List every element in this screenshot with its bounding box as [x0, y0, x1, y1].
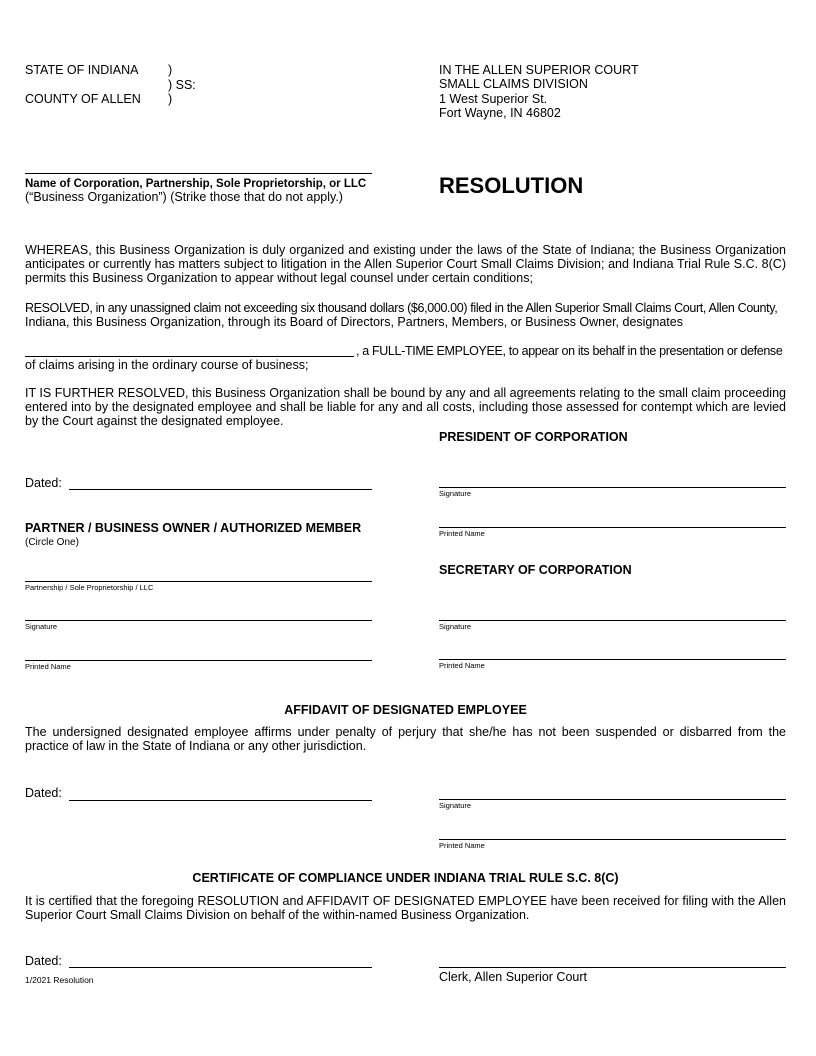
partnership-line[interactable]: [25, 581, 372, 582]
partner-heading: PARTNER / BUSINESS OWNER / AUTHORIZED MEMBER: [25, 521, 362, 535]
secretary-heading: SECRETARY OF CORPORATION: [439, 563, 632, 577]
printed-name-caption: Printed Name: [439, 529, 485, 538]
printed-name-caption: Printed Name: [25, 662, 71, 671]
signature-caption: Signature: [439, 622, 472, 631]
whereas-paragraph: WHEREAS, this Business Organization is duly organized and existing under the laws of the State of Indiana; the Business Organization anticipates or currently has matters subject to litigation in the Allen Superior Court Small Claims Division; and Indiana Trial Rule S.C. 8(C) permits this Business Organization to appear without legal counsel under certain conditions;: [25, 243, 786, 285]
court-division: SMALL CLAIMS DIVISION: [439, 77, 588, 91]
president-heading: PRESIDENT OF CORPORATION: [439, 430, 628, 444]
designee-line[interactable]: [25, 356, 354, 357]
affidavit-text: The undersigned designated employee affirms under penalty of perjury that she/he has not been suspended or disbarred from the practice of law in the State of Indiana or any other jurisdiction.: [25, 725, 786, 753]
page-title: RESOLUTION: [439, 173, 584, 198]
org-name-label: Name of Corporation, Partnership, Sole Proprietorship, or LLC: [25, 178, 367, 190]
circle-one-note: (Circle One): [25, 537, 79, 548]
footer-form-id: 1/2021 Resolution: [25, 975, 94, 985]
clerk-label: Clerk, Allen Superior Court: [439, 970, 587, 984]
certificate-text: It is certified that the foregoing RESOLUTION and AFFIDAVIT OF DESIGNATED EMPLOYEE have been received for filing with the Allen Superior Court Small Claims Division on behalf of the within-named Business Organization.: [25, 894, 786, 922]
signature-caption: Signature: [439, 801, 472, 810]
affidavit-dated-line[interactable]: [69, 800, 372, 801]
further-paragraph: IT IS FURTHER RESOLVED, this Business Organization shall be bound by any and all agreements relating to the small claim proceeding entered into by the designated employee and shall be liable for any and all costs, including those assessed for contempt which are levied by the Court against the designated employee.: [25, 386, 786, 428]
dated-label: Dated:: [25, 954, 62, 968]
designee-tail: , a FULL-TIME EMPLOYEE, to appear on its behalf in the presentation or defense: [356, 344, 783, 358]
certificate-heading: CERTIFICATE OF COMPLIANCE UNDER INDIANA TRIAL RULE S.C. 8(C): [192, 871, 619, 885]
org-name-line[interactable]: [25, 173, 372, 174]
clerk-signature-line[interactable]: [439, 967, 786, 968]
president-signature-line[interactable]: [439, 487, 786, 488]
designee-line-2: of claims arising in the ordinary course of business;: [25, 358, 309, 372]
printed-name-caption: Printed Name: [439, 841, 485, 850]
affidavit-heading: AFFIDAVIT OF DESIGNATED EMPLOYEE: [284, 703, 527, 717]
court-city: Fort Wayne, IN 46802: [439, 106, 561, 120]
partnership-caption: Partnership / Sole Proprietorship / LLC: [25, 583, 154, 592]
employee-printed-name-line[interactable]: [439, 839, 786, 840]
state-label: STATE OF INDIANA: [25, 63, 139, 77]
employee-signature-line[interactable]: [439, 799, 786, 800]
dated-label: Dated:: [25, 476, 62, 490]
signature-caption: Signature: [439, 489, 472, 498]
caption-paren: ): [168, 63, 173, 77]
resolved-line-2: Indiana, this Business Organization, through its Board of Directors, Partners, Members, or Business Owner, designates: [25, 315, 683, 329]
ss-label: ) SS:: [168, 78, 196, 92]
resolved-line-1: RESOLVED, in any unassigned claim not exceeding six thousand dollars ($6,000.00) filed in the Allen Superior Small Claims Court, Allen County,: [25, 301, 778, 315]
printed-name-caption: Printed Name: [439, 661, 485, 670]
secretary-printed-name-line[interactable]: [439, 659, 786, 660]
caption-paren: ): [168, 92, 173, 106]
secretary-signature-line[interactable]: [439, 620, 786, 621]
partner-signature-line[interactable]: [25, 620, 372, 621]
county-label: COUNTY OF ALLEN: [25, 92, 141, 106]
court-name: IN THE ALLEN SUPERIOR COURT: [439, 63, 639, 77]
signature-caption: Signature: [25, 622, 58, 631]
dated-line[interactable]: [69, 489, 372, 490]
partner-printed-name-line[interactable]: [25, 660, 372, 661]
certificate-dated-line[interactable]: [69, 967, 372, 968]
president-printed-name-line[interactable]: [439, 527, 786, 528]
org-sub-label: (“Business Organization”) (Strike those that do not apply.): [25, 190, 343, 204]
dated-label: Dated:: [25, 786, 62, 800]
court-street: 1 West Superior St.: [439, 92, 548, 106]
